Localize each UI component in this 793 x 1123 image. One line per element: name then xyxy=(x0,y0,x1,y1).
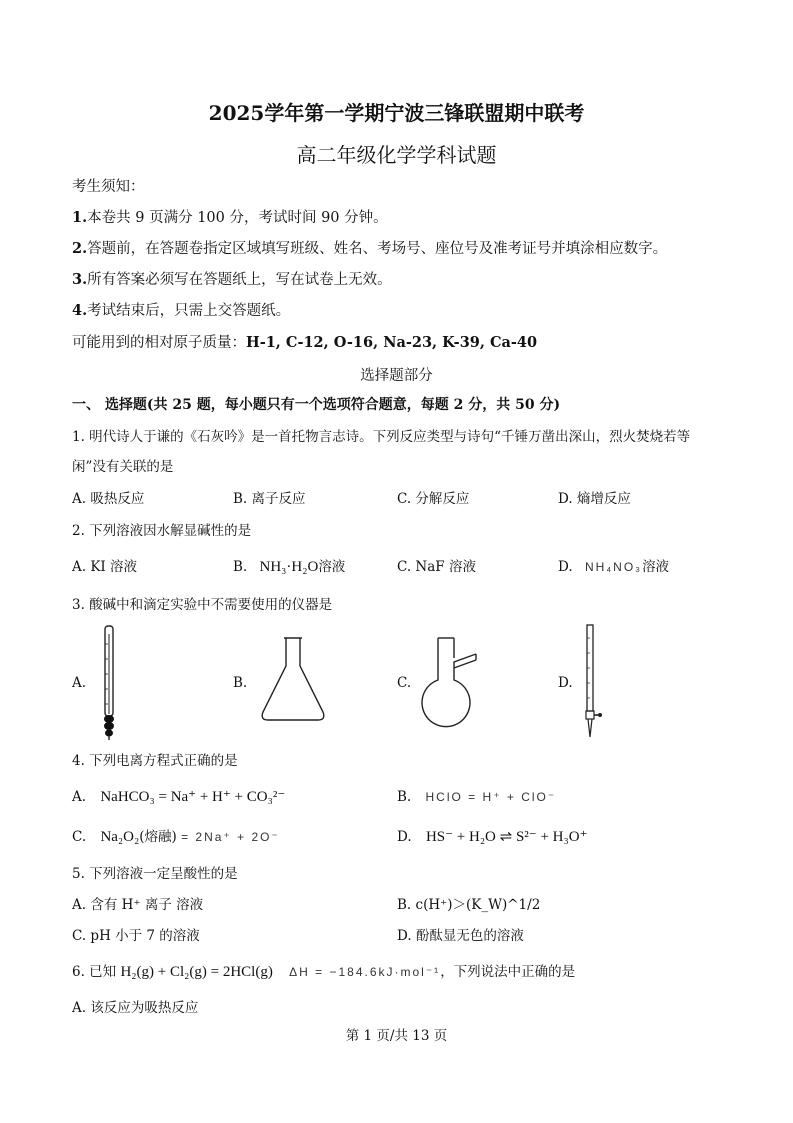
q4-a-formula: NaHCO₃ = Na⁺ + H⁺ + CO₃²⁻ xyxy=(100,789,286,805)
notice-item-text: 答题前，在答题卷指定区域填写班级、姓名、考场号、座位号及准考证号并填涂相应数字。 xyxy=(87,241,668,257)
exam-title: 2025学年第一学期宁波三锋联盟期中联考 xyxy=(208,101,585,125)
section-heading: 一、 选择题(共 25 题，每小题只有一个选项符合题意，每题 2 分，共 50 分) xyxy=(72,397,561,413)
notice-item-num: 4. xyxy=(72,302,88,319)
option-label: D. xyxy=(397,829,412,845)
q1-stem-line1: 1. 明代诗人于谦的《石灰吟》是一首托物言志诗。下列反应类型与诗句“千锤万凿出深山，烈火焚烧若等 xyxy=(72,429,691,445)
q4-c-rest: = 2Na⁺ + 2O⁻ xyxy=(181,830,280,844)
q2-stem: 2. 下列溶液因水解显碱性的是 xyxy=(72,523,252,539)
q1-option-c: C. 分解反应 xyxy=(397,491,470,507)
option-suffix: 溶液 xyxy=(318,559,346,575)
part-title: 选择题部分 xyxy=(360,368,433,384)
notice-item-text: 所有答案必须写在答题纸上，写在试卷上无效。 xyxy=(87,272,392,288)
notice-heading: 考生须知： xyxy=(72,179,145,195)
q1-stem-line2: 闲”没有关联的是 xyxy=(72,459,174,475)
conical-flask-image xyxy=(258,636,328,724)
q2-option-d xyxy=(558,557,669,577)
thermometer-image xyxy=(98,624,120,740)
q5-stem: 5. 下列溶液一定呈酸性的是 xyxy=(72,866,238,882)
q5-option-b: B. c(H⁺)＞(K_W)^1/2 xyxy=(397,897,541,913)
option-suffix: 溶液 xyxy=(642,559,670,575)
notice-item-4 xyxy=(72,301,290,321)
notice-item-num: 1. xyxy=(72,209,88,226)
q1-option-a: A. 吸热反应 xyxy=(72,491,145,507)
q3-option-d-label: D. xyxy=(558,675,573,691)
q6-option-a: A. 该反应为吸热反应 xyxy=(72,1000,199,1016)
q4-option-d xyxy=(397,827,587,847)
q4-option-a xyxy=(72,787,285,807)
q4-c-formula: Na₂O₂ xyxy=(100,829,140,845)
q6-stem-suffix: ，下列说法中正确的是 xyxy=(440,964,576,980)
notice-item-2 xyxy=(72,239,667,259)
option-label: B. xyxy=(233,559,248,575)
q6-stem xyxy=(72,962,575,982)
q4-c-condition: (熔融) xyxy=(139,829,177,845)
option-label: D. xyxy=(558,559,573,575)
q4-option-b xyxy=(397,787,556,807)
option-label: B. xyxy=(397,789,412,805)
q4-option-c xyxy=(72,827,280,847)
atomic-mass-values: H-1, C-12, O-16, Na-23, K-39, Ca-40 xyxy=(246,334,538,351)
q3-option-c-label: C. xyxy=(397,675,412,691)
q3-option-b-label: B. xyxy=(233,675,248,691)
option-label: A. xyxy=(72,789,87,805)
q6-reaction: H₂(g) + Cl₂(g) = 2HCl(g) xyxy=(120,964,273,980)
notice-item-1 xyxy=(72,208,388,228)
q1-option-b: B. 离子反应 xyxy=(233,491,306,507)
q4-b-formula: HClO = H⁺ + ClO⁻ xyxy=(425,790,557,804)
exam-subtitle: 高二年级化学学科试题 xyxy=(296,143,497,167)
q3-stem: 3. 酸碱中和滴定实验中不需要使用的仪器是 xyxy=(72,597,333,613)
q5-option-d: D. 酚酞显无色的溶液 xyxy=(397,928,524,944)
q2-d-formula: NH₄NO₃ xyxy=(584,560,643,574)
q6-stem-prefix: 6. 已知 xyxy=(72,964,117,980)
q2-option-b xyxy=(233,557,345,577)
option-label: C. xyxy=(72,829,87,845)
notice-item-text: 本卷共 9 页满分 100 分，考试时间 90 分钟。 xyxy=(87,210,388,226)
atomic-mass-line xyxy=(72,333,537,353)
burette-image xyxy=(578,623,604,741)
notice-item-text: 考试结束后，只需上交答题纸。 xyxy=(87,303,291,319)
q6-enthalpy: ΔH = −184.6kJ·mol⁻¹ xyxy=(289,965,441,979)
page-number: 第 1 页/共 13 页 xyxy=(345,1028,448,1044)
notice-item-num: 2. xyxy=(72,240,88,257)
q4-d-formula: HS⁻ + H₂O ⇌ S²⁻ + H₃O⁺ xyxy=(425,829,588,845)
q2-option-a: A. KI 溶液 xyxy=(72,559,138,575)
notice-item-num: 3. xyxy=(72,271,88,288)
q5-option-c: C. pH 小于 7 的溶液 xyxy=(72,928,200,944)
q5-option-a: A. 含有 H⁺ 离子 溶液 xyxy=(72,897,204,913)
q4-stem: 4. 下列电离方程式正确的是 xyxy=(72,753,238,769)
q3-option-a-label: A. xyxy=(72,675,87,691)
atomic-mass-label: 可能用到的相对原子质量： xyxy=(72,335,246,351)
distillation-flask-image xyxy=(420,636,482,728)
q2-option-c: C. NaF 溶液 xyxy=(397,559,476,575)
q2-b-formula: NH₃·H₂O xyxy=(259,559,319,575)
notice-item-3 xyxy=(72,270,392,290)
q1-option-d: D. 熵增反应 xyxy=(558,491,631,507)
